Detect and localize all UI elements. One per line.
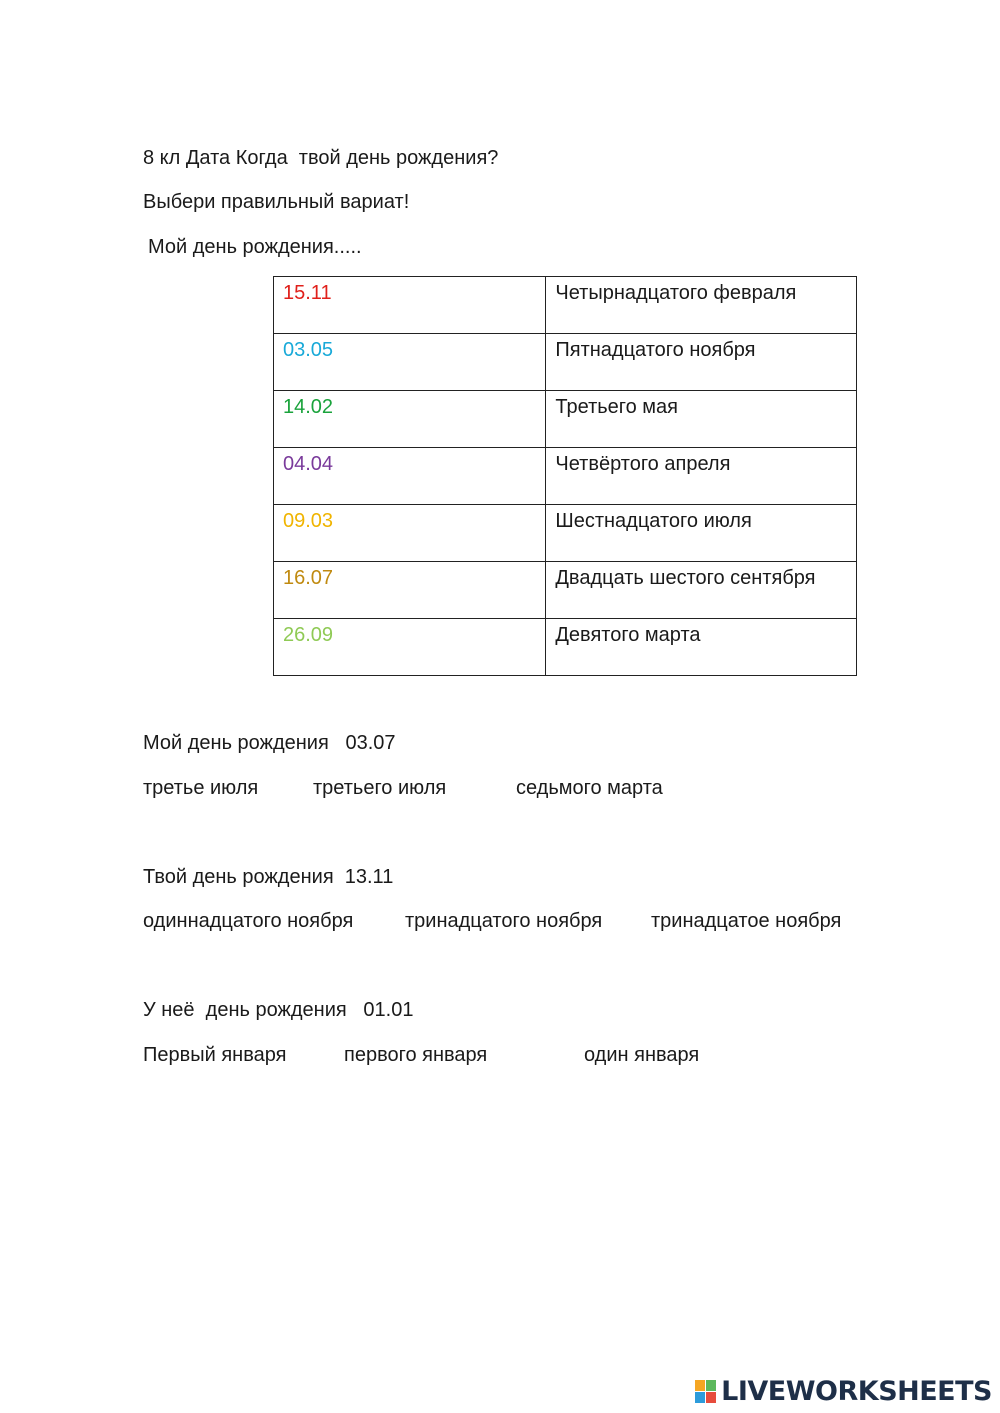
- table-row: [274, 391, 857, 448]
- question-3-option-1[interactable]: Первый января: [143, 1044, 287, 1066]
- date-words-cell[interactable]: Третьего мая: [546, 391, 857, 448]
- instruction-text: Выбери правильный вариат!: [143, 191, 410, 213]
- question-1-option-2[interactable]: третьего июля: [313, 777, 447, 799]
- date-cell[interactable]: 15.11: [274, 277, 546, 334]
- table-row: [274, 277, 857, 334]
- liveworksheets-logo-icon: [695, 1380, 717, 1404]
- question-3-option-2[interactable]: первого января: [344, 1044, 488, 1066]
- table-row: [274, 334, 857, 391]
- date-words-cell[interactable]: Четвёртого апреля: [546, 448, 857, 505]
- date-words-cell[interactable]: Двадцать шестого сентября: [546, 562, 857, 619]
- worksheet-title: 8 кл Дата Когда твой день рождения?: [143, 147, 499, 169]
- date-cell[interactable]: 16.07: [274, 562, 546, 619]
- date-cell[interactable]: 14.02: [274, 391, 546, 448]
- table-row: [274, 619, 857, 676]
- date-cell[interactable]: 03.05: [274, 334, 546, 391]
- lead-text: Мой день рождения.....: [148, 236, 362, 258]
- question-1-option-3[interactable]: седьмого марта: [516, 777, 663, 799]
- question-2-option-3[interactable]: тринадцатое ноября: [651, 910, 842, 932]
- matching-table: [273, 276, 857, 676]
- table-row: [274, 505, 857, 562]
- table-row: [274, 448, 857, 505]
- question-1-label: Мой день рождения 03.07: [143, 732, 396, 754]
- date-cell[interactable]: 04.04: [274, 448, 546, 505]
- question-2-label: Твой день рождения 13.11: [143, 866, 394, 888]
- question-2-option-1[interactable]: одиннадцатого ноября: [143, 910, 354, 932]
- date-words-cell[interactable]: Шестнадцатого июля: [546, 505, 857, 562]
- brand-wordmark: LIVEWORKSHEETS: [721, 1376, 992, 1407]
- date-cell[interactable]: 09.03: [274, 505, 546, 562]
- table-row: [274, 562, 857, 619]
- liveworksheets-brand: [695, 1378, 992, 1406]
- question-1-option-1[interactable]: третье июля: [143, 777, 259, 799]
- question-3-option-3[interactable]: один января: [584, 1044, 700, 1066]
- date-words-cell[interactable]: Четырнадцатого февраля: [546, 277, 857, 334]
- date-cell[interactable]: 26.09: [274, 619, 546, 676]
- question-2-option-2[interactable]: тринадцатого ноября: [405, 910, 603, 932]
- date-words-cell[interactable]: Пятнадцатого ноября: [546, 334, 857, 391]
- question-3-label: У неё день рождения 01.01: [143, 999, 414, 1021]
- date-words-cell[interactable]: Девятого марта: [546, 619, 857, 676]
